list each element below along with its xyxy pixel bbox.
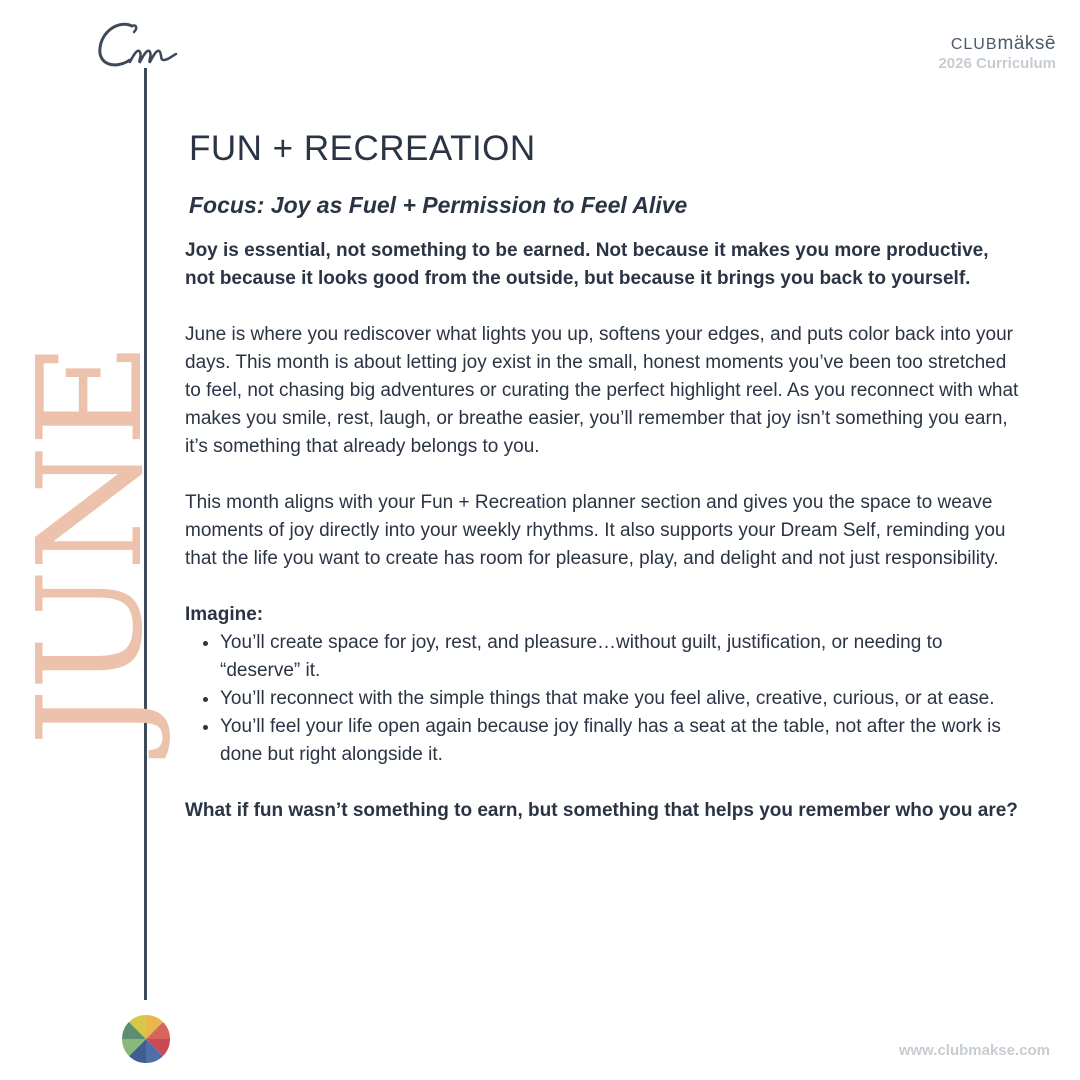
intro-paragraph: Joy is essential, not something to be earned. Not because it makes you more productive, not because it looks good from the outside, but because it brings you back to yourself. <box>185 240 989 289</box>
brand-club: CLUB <box>950 36 998 53</box>
imagine-heading: Imagine: <box>185 604 264 625</box>
color-wheel-icon <box>122 1015 170 1063</box>
cm-monogram-icon <box>92 18 184 76</box>
body-paragraph-2: This month aligns with your Fun + Recreation planner section and gives you the space to weave moments of joy directly into your weekly rhythms. It also supports your Dream Self, reminding you that the life you want to create has room for pleasure, play, and delight and not just responsibility. <box>185 492 1006 569</box>
imagine-list <box>185 629 1023 769</box>
brand-name <box>938 34 1056 55</box>
focus-line <box>189 192 1023 219</box>
month-name: JUNE <box>6 343 174 747</box>
main-content <box>185 128 1023 825</box>
website-url: www.clubmakse.com <box>898 1042 1050 1059</box>
body-paragraph-1: June is where you rediscover what lights you up, softens your edges, and puts color back into your days. This month is about letting joy exist in the small, honest moments you’ve been too stretched to feel, not chasing big adventures or curating the perfect highlight reel. As you reconnect with what makes you smile, rest, laugh, or breathe easier, you’ll remember that joy isn’t something you earn, it’s something that already belongs to you. <box>185 324 1019 457</box>
list-item: • You’ll reconnect with the simple things that make you feel alive, creative, curious, or at ease. <box>220 685 1023 713</box>
focus-label: Focus <box>189 192 257 218</box>
list-item: • You’ll create space for joy, rest, and pleasure…without guilt, justification, or needing to “deserve” it. <box>220 629 1023 685</box>
brand-block <box>938 34 1056 73</box>
brand-wordmark: mäksē <box>997 33 1056 54</box>
focus-text: : Joy as Fuel + Permission to Feel Alive <box>256 192 688 218</box>
closing-question: What if fun wasn’t something to earn, but something that helps you remember who you are? <box>185 800 1018 821</box>
page-title: FUN + RECREATION <box>189 129 536 168</box>
brand-subtitle: 2026 Curriculum <box>938 54 1056 72</box>
list-item: • You’ll feel your life open again because joy finally has a seat at the table, not after the work is done but right alongside it. <box>220 713 1023 769</box>
